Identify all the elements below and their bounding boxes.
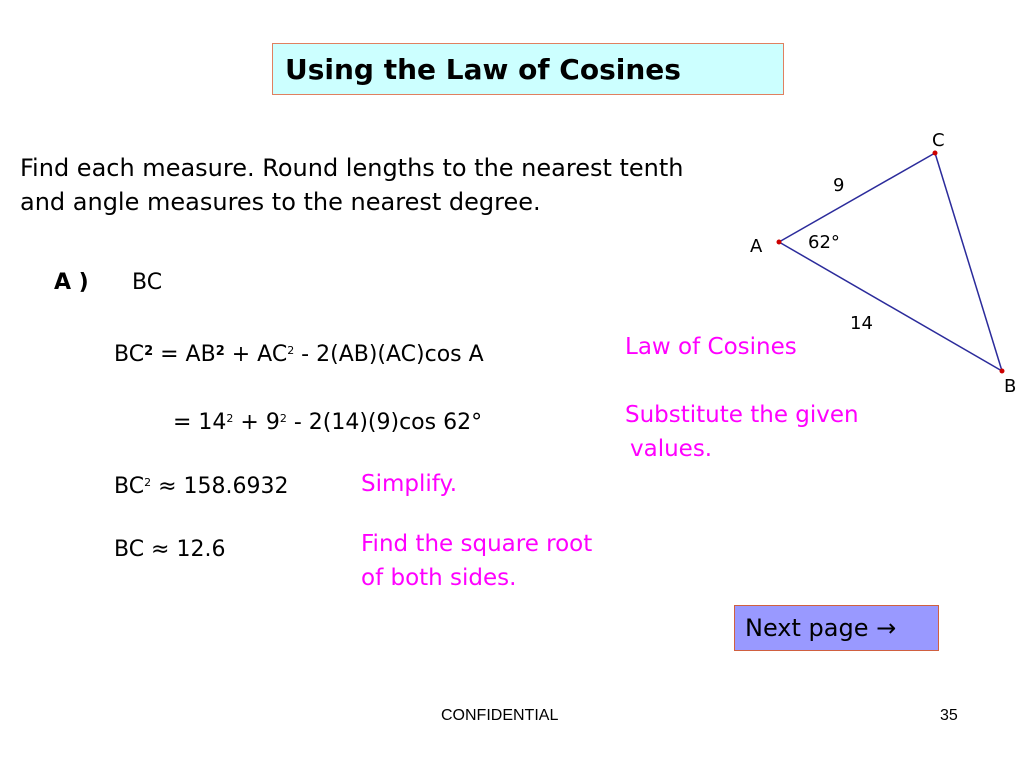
vertex-c-label: C	[932, 130, 945, 151]
vertex-c-point	[933, 151, 938, 156]
vertex-b-point	[1000, 369, 1005, 374]
instructions-line-1: Find each measure. Round lengths to the nearest tenth	[20, 154, 684, 182]
step1-note: Law of Cosines	[625, 334, 797, 360]
step1-formula	[114, 338, 484, 368]
step4-note-line-1: Find the square root	[361, 531, 593, 557]
step1-sup-bc: 2	[144, 344, 154, 359]
step1-bc: BC	[114, 342, 145, 367]
step3-sup: 2	[144, 476, 152, 489]
vertex-a-point	[777, 240, 782, 245]
next-page-button[interactable]	[734, 605, 939, 651]
step2-sup9: 2	[279, 412, 287, 425]
footer-confidential: CONFIDENTIAL	[441, 707, 559, 724]
step1-sup-ac: 2	[287, 344, 295, 357]
next-page-label: Next page →	[745, 614, 897, 642]
page-title: Using the Law of Cosines	[285, 52, 681, 86]
side-ab-length: 14	[850, 313, 873, 334]
step2-note-line-2: values.	[630, 436, 713, 462]
angle-a-measure: 62°	[808, 232, 840, 253]
side-ac-length: 9	[833, 175, 845, 196]
step2-note-line-1: Substitute the given	[625, 402, 859, 428]
step1-eq: = AB	[153, 342, 216, 367]
step2-plus9: + 9	[233, 410, 280, 435]
step3-bc: BC	[114, 474, 145, 499]
step1-sup-ab: 2	[215, 344, 225, 359]
step3-result	[114, 470, 288, 500]
part-label: A )	[54, 270, 89, 295]
title-box	[272, 43, 784, 95]
step3-approx: ≈ 158.6932	[151, 474, 289, 499]
step2-sup14: 2	[226, 412, 234, 425]
step4-note-line-2: of both sides.	[361, 565, 517, 591]
side-ac	[779, 153, 935, 242]
step2-formula	[173, 406, 482, 436]
triangle-diagram	[740, 120, 1024, 405]
step1-rest: - 2(AB)(AC)cos A	[294, 342, 484, 367]
part-target: BC	[132, 270, 163, 295]
step2-eq14: = 14	[173, 410, 227, 435]
instructions	[20, 151, 820, 219]
vertex-a-label: A	[750, 236, 763, 257]
page-number: 35	[940, 707, 958, 724]
step1-plus-ac: + AC	[224, 342, 288, 367]
instructions-line-2: and angle measures to the nearest degree.	[20, 188, 541, 216]
vertex-b-label: B	[1004, 376, 1017, 397]
step4-result: BC ≈ 12.6	[114, 537, 226, 562]
step2-rest: - 2(14)(9)cos 62°	[286, 410, 483, 435]
step3-note: Simplify.	[361, 471, 458, 497]
